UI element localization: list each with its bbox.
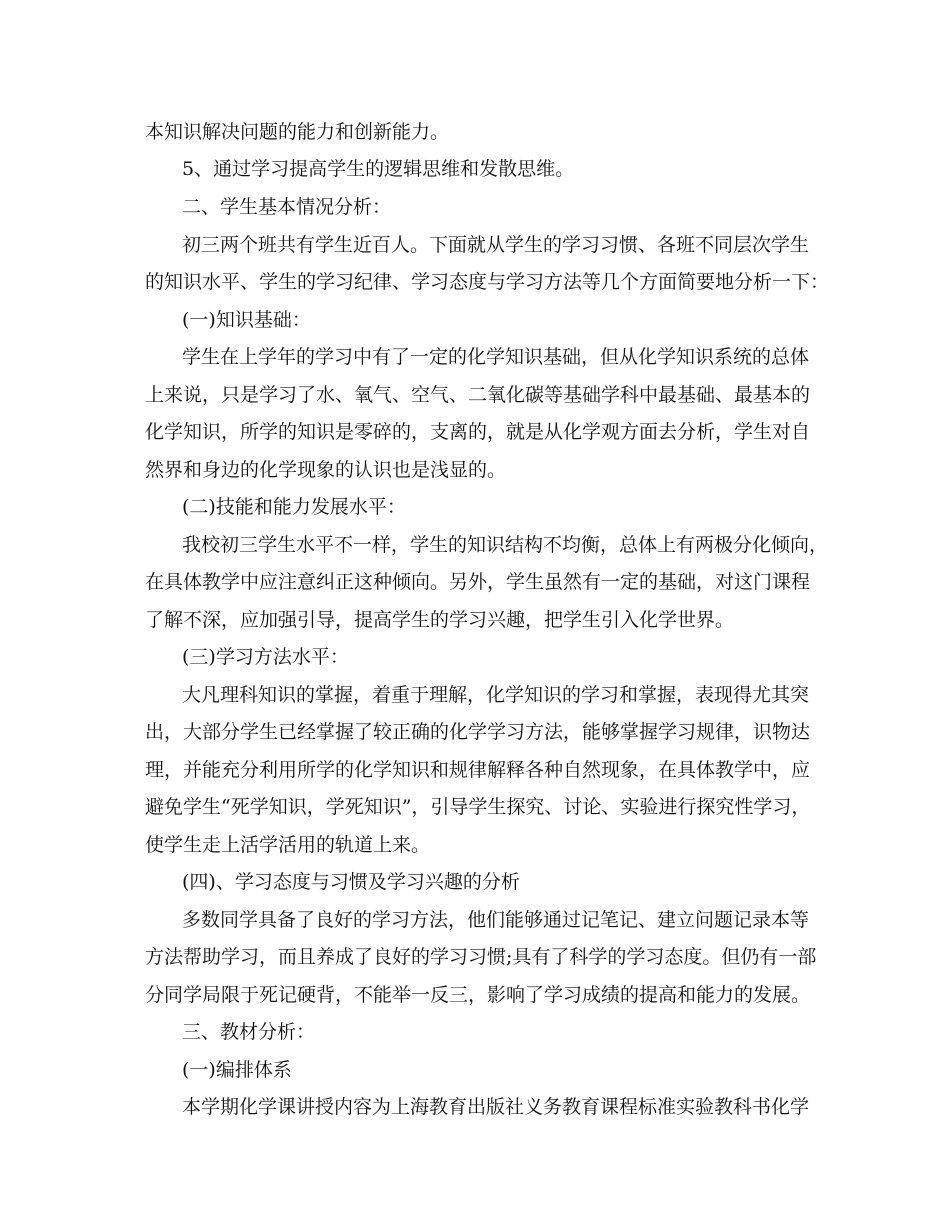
document-page: 本知识解决问题的能力和创新能力。 5、通过学习提高学生的逻辑思维和发散思维。 二、学生基本情况分析： 初三两个班共有学生近百人。下面就从学生的学习习惯、各班不同层次学生 的知识水平、学生的学习纪律、学习态度与学习方法等几个方面简要地分析一下： (一)知识基础： 学生在上学年的学习中有了一定的化学知识基础，但从化学知识系统的总体 上来说，只是学习了水、氧气、空气、二氧化碳等基础学科中最基础、最基本的 化学知识，所学的知识是零碎的，支离的，就是从化学观方面去分析，学生对自 然界和身边的化学现象的认识也是浅显的。 (二)技能和能力发展水平： 我校初三学生水平不一样，学生的知识结构不均衡，总体上有两极分化倾向， 在具体教学中应注意纠正这种倾向。另外，学生虽然有一定的基础，对这门课程 了解不深，应加强引导，提高学生的学习兴趣，把学生引入化学世界。 (三)学习方法水平： 大凡理科知识的掌握，着重于理解，化学知识的学习和掌握，表现得尤其突 出，大部分学生已经掌握了较正确的化学学习方法，能够掌握学习规律，识物达 理，并能充分利用所学的化学知识和规律解释各种自然现象，在具体教学中，应 避免学生“死学知识，学死知识”，引导学生探究、讨论、实验进行探究性学习， 使学生走上活学活用的轨道上来。 (四)、学习态度与习惯及学习兴趣的分析 多数同学具备了良好的学习方法，他们能够通过记笔记、建立问题记录本等 方法帮助学习，而且养成了良好的学习习惯;具有了科学的学习态度。但仍有一部 分同学局限于死记硬背，不能举一反三，影响了学习成绩的提高和能力的发展。 三、教材分析： (一)编排体系 本学期化学课讲授内容为上海教育出版社义务教育课程标准实验教科书化学 bbox=[145, 121, 830, 1118]
